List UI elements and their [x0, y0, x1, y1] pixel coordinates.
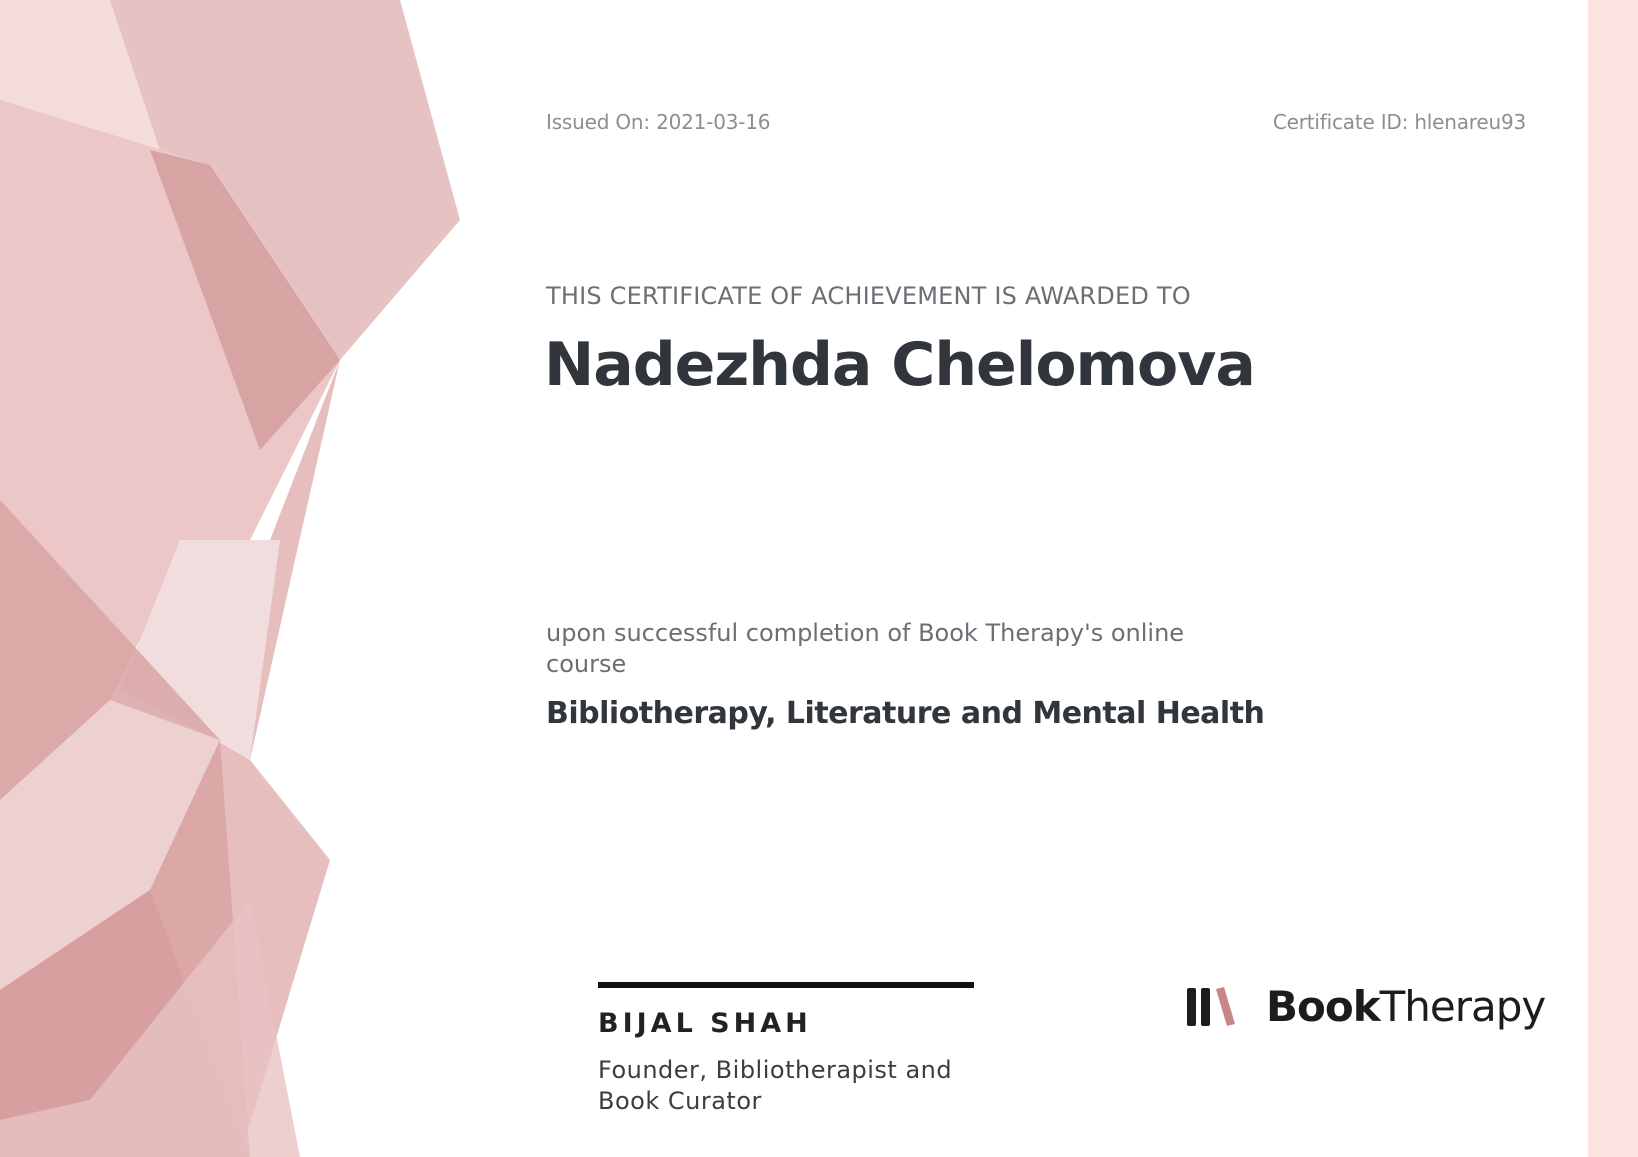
logo-wordmark: [1266, 982, 1545, 1032]
book-therapy-logo: [1186, 982, 1545, 1032]
logo-word-regular: Therapy: [1379, 982, 1546, 1031]
signer-title: Founder, Bibliotherapist and Book Curator: [598, 1056, 953, 1115]
decorative-background-shapes: [0, 0, 470, 1157]
books-icon: [1186, 986, 1236, 1028]
certificate-id: Certificate ID: hlenareu93: [1272, 110, 1526, 134]
recipient-name: Nadezhda Chelomova: [544, 330, 1255, 400]
course-name: Bibliotherapy, Literature and Mental Health: [546, 696, 1265, 731]
right-decorative-band: [1588, 0, 1638, 1157]
signer-name: BIJAL SHAH: [598, 1008, 812, 1039]
award-intro-text: THIS CERTIFICATE OF ACHIEVEMENT IS AWARDED TO: [546, 282, 1191, 310]
issued-on-date: Issued On: 2021-03-16: [546, 110, 771, 134]
logo-word-bold: Book: [1266, 982, 1380, 1031]
signature-line: [598, 982, 974, 988]
completion-text: upon successful completion of Book Therapy's online course: [546, 619, 1185, 678]
